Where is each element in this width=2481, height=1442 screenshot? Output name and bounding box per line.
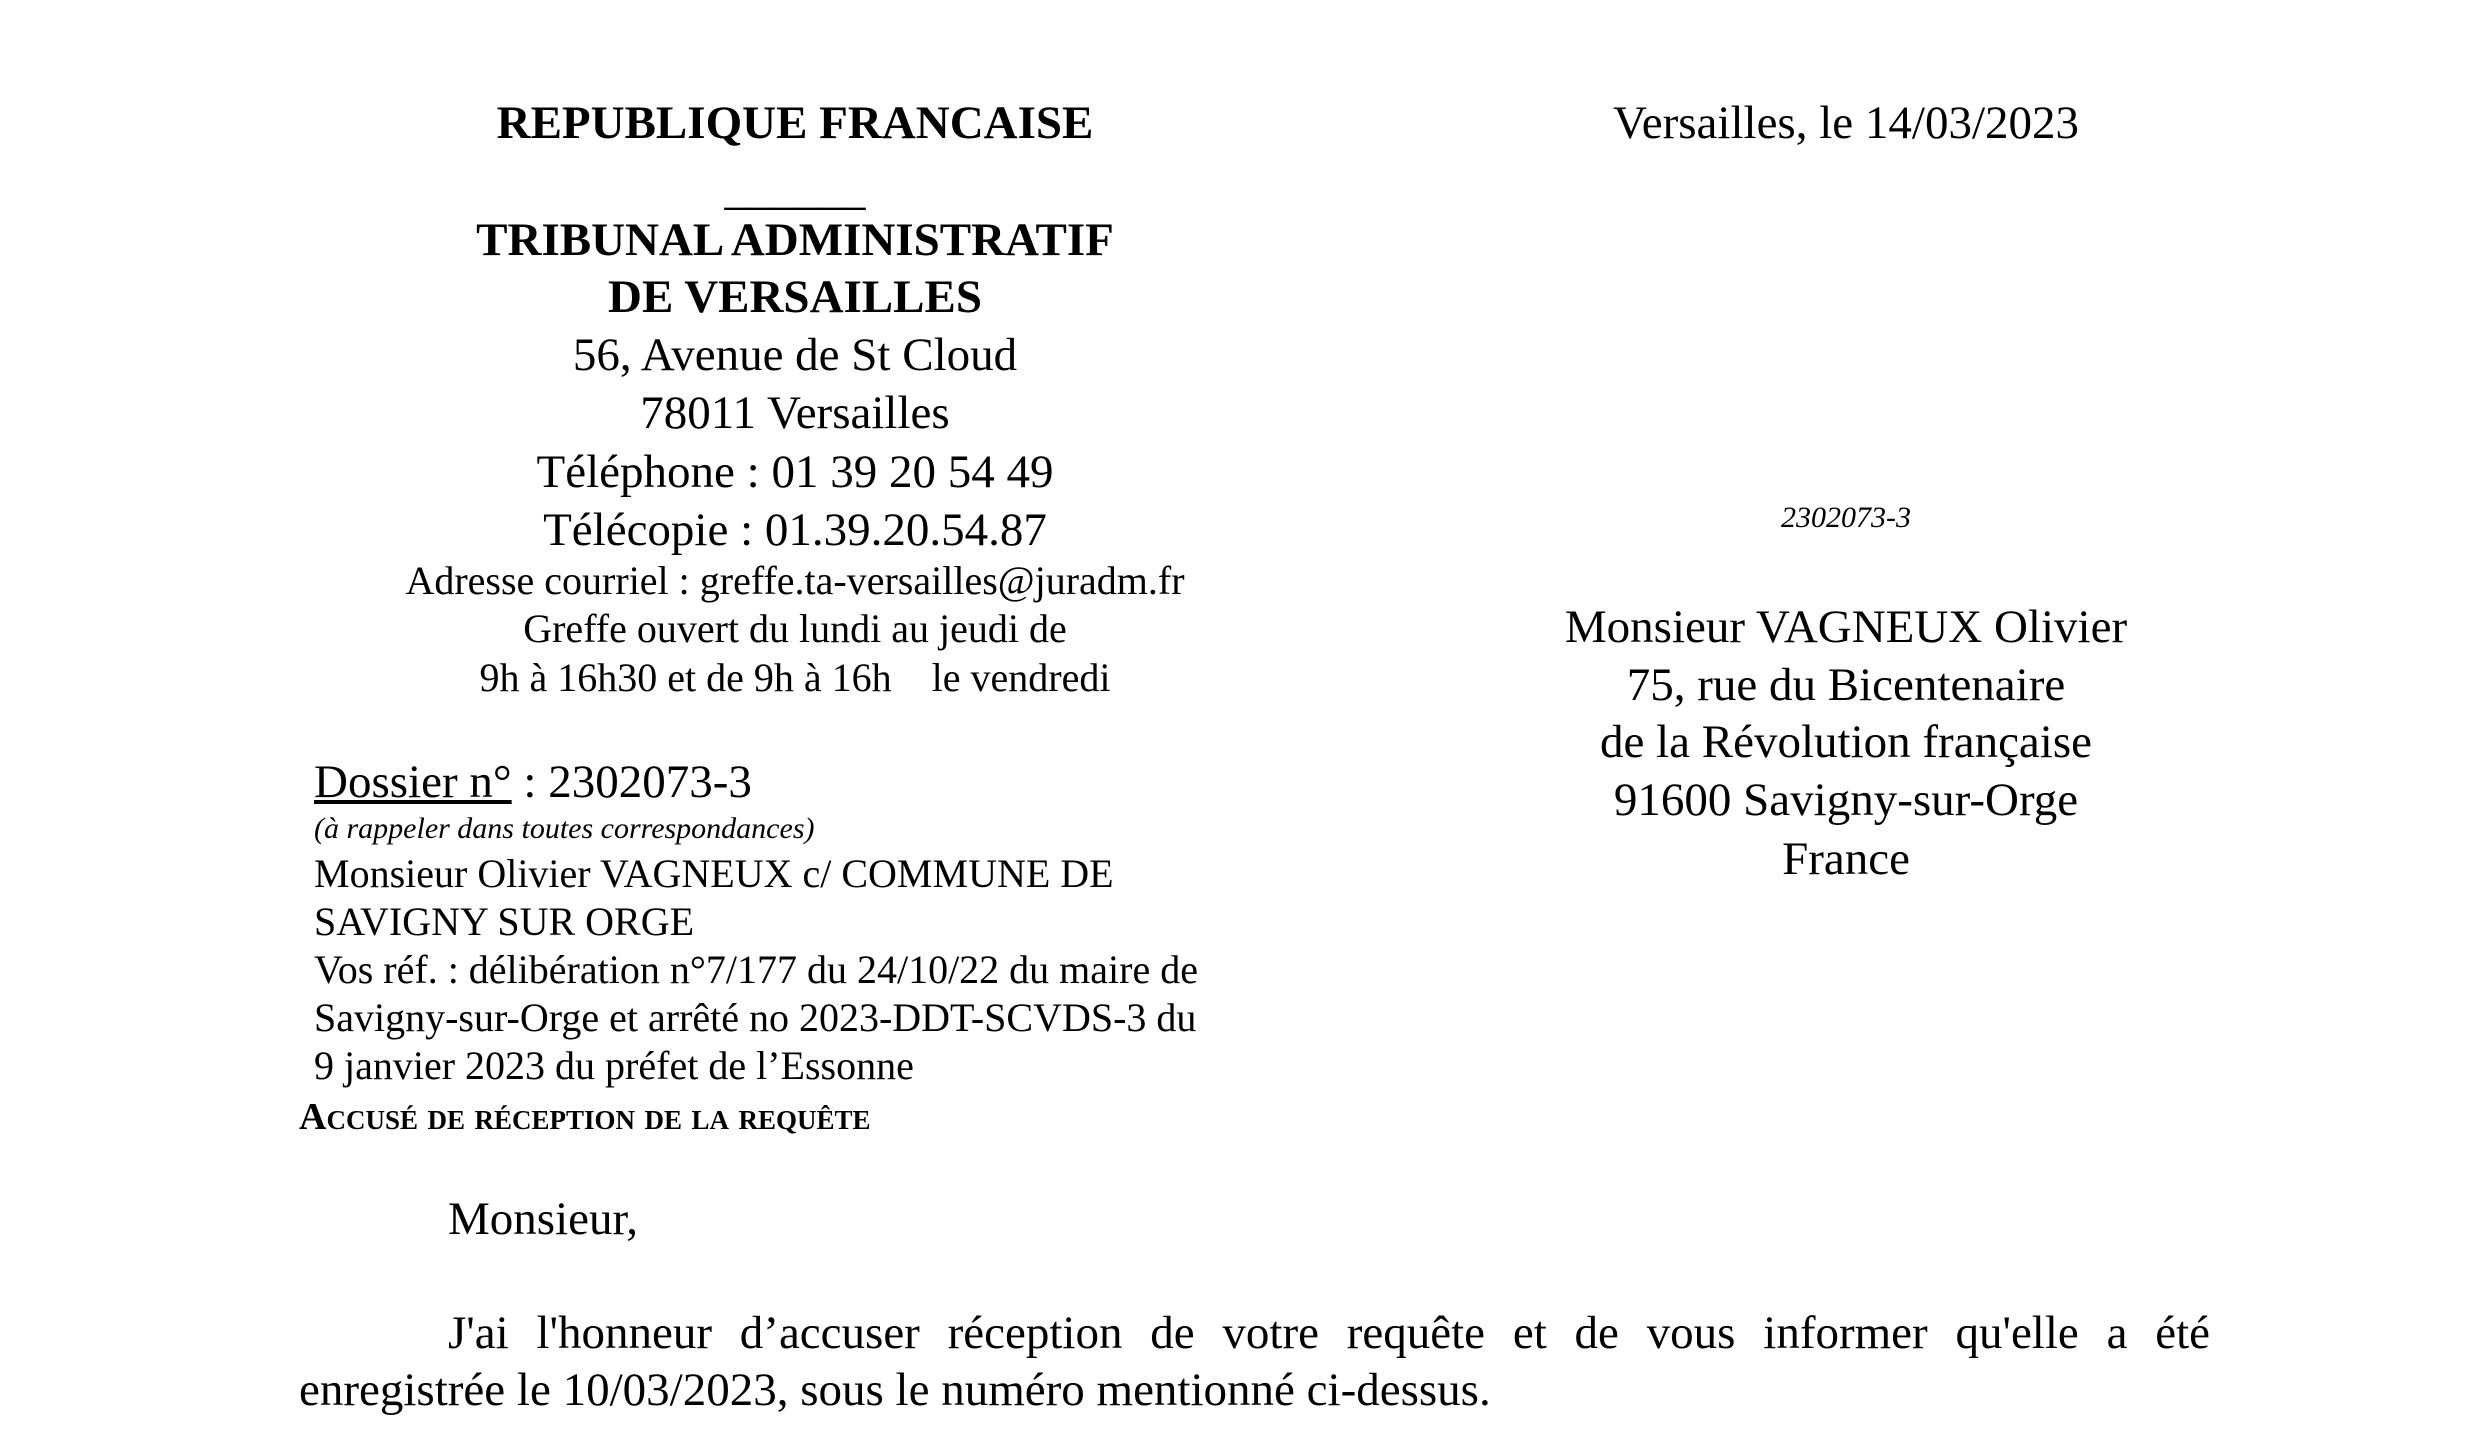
court-email: Adresse courriel : greffe.ta-versailles@juradm.fr	[405, 558, 1185, 603]
your-reference-line3: 9 janvier 2023 du préfet de l’Essonne	[314, 1043, 914, 1088]
recipient-line: 91600 Savigny-sur-Orge	[1613, 774, 2079, 826]
republic-title: REPUBLIQUE FRANCAISE	[496, 97, 1094, 149]
court-name: TRIBUNAL ADMINISTRATIF	[476, 214, 1114, 266]
court-city: 78011 Versailles	[640, 387, 950, 439]
court-hours-line2: 9h à 16h30 et de 9h à 16h le vendredi	[479, 655, 1111, 700]
court-name-line2: DE VERSAILLES	[608, 271, 982, 323]
recipient-line: France	[1782, 833, 1910, 885]
dossier-number	[314, 756, 752, 808]
court-fax: Télécopie : 01.39.20.54.87	[543, 504, 1047, 556]
dossier-label: Dossier n°	[314, 756, 512, 808]
court-hours: Greffe ouvert du lundi au jeudi de	[523, 606, 1067, 651]
separator: ______	[724, 163, 866, 215]
dossier-value: : 2302073-3	[511, 756, 752, 808]
paragraph-line: J'ai l'honneur d’accuser réception de votre requête et de vous informer qu'elle a été	[448, 1307, 2210, 1359]
your-reference-line2: Savigny-sur-Orge et arrêté no 2023-DDT-SCVDS-3 du	[314, 995, 1197, 1040]
parties-line2: SAVIGNY SUR ORGE	[314, 899, 695, 944]
reference-number: 2302073-3	[1781, 501, 1911, 534]
recipient-line: 75, rue du Bicentenaire	[1626, 659, 2066, 711]
recipient-line: de la Révolution française	[1599, 716, 2093, 768]
paragraph-line: enregistrée le 10/03/2023, sous le numéro mentionné ci-dessus.	[299, 1364, 1491, 1416]
recipient-line: Monsieur VAGNEUX Olivier	[1564, 601, 2128, 653]
parties: Monsieur Olivier VAGNEUX c/ COMMUNE DE	[314, 851, 1114, 896]
dossier-note: (à rappeler dans toutes correspondances)	[314, 812, 815, 845]
your-reference: Vos réf. : délibération n°7/177 du 24/10/22 du maire de	[314, 947, 1198, 992]
place-date: Versailles, le 14/03/2023	[1612, 97, 2080, 149]
court-phone: Téléphone : 01 39 20 54 49	[536, 446, 1054, 498]
subject: Accusé de réception de la requête	[299, 1096, 871, 1138]
salutation: Monsieur,	[448, 1193, 639, 1245]
court-address: 56, Avenue de St Cloud	[572, 329, 1018, 381]
